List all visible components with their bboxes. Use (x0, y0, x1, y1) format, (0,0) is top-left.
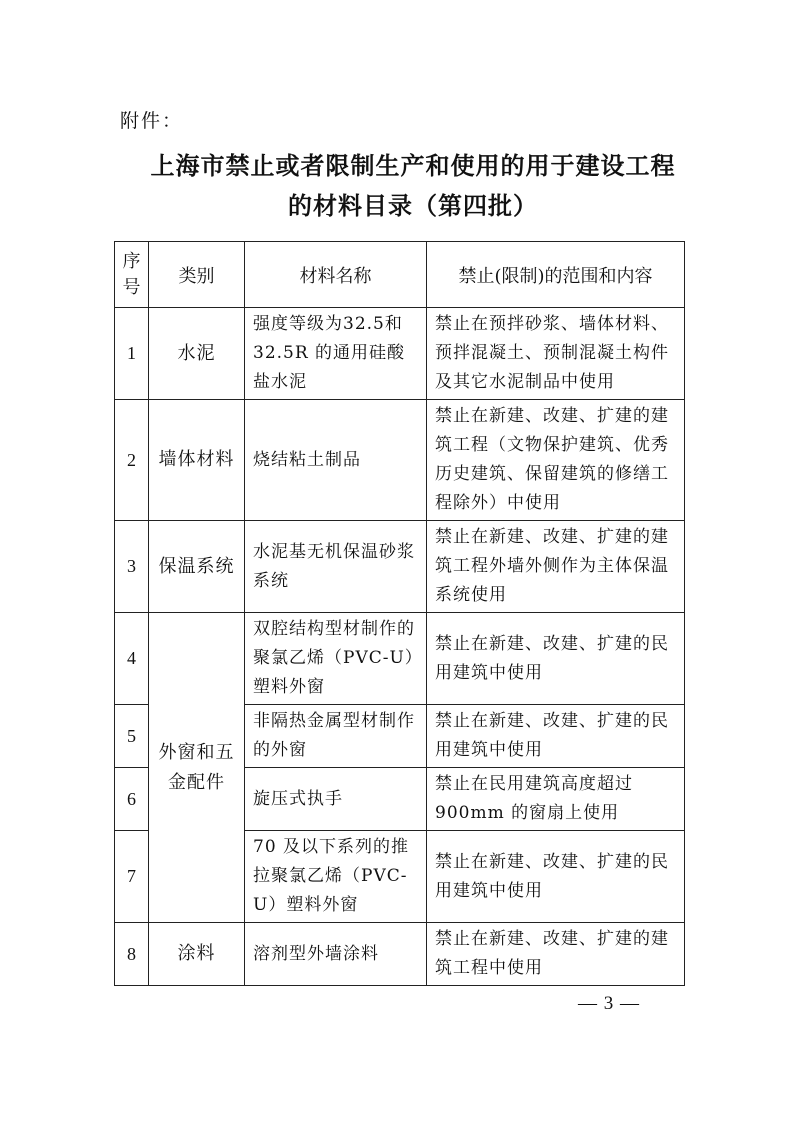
row-material: 旋压式执手 (245, 768, 427, 831)
row-scope: 禁止在预拌砂浆、墙体材料、预拌混凝土、预制混凝土构件及其它水泥制品中使用 (427, 308, 685, 400)
header-material: 材料名称 (245, 242, 427, 308)
row-material: 强度等级为32.5和32.5R 的通用硅酸盐水泥 (245, 308, 427, 400)
page-number: — 3 — (578, 993, 640, 1014)
row-material: 烧结粘土制品 (245, 400, 427, 521)
row-scope: 禁止在新建、改建、扩建的民用建筑中使用 (427, 705, 685, 768)
row-seq: 3 (115, 521, 149, 613)
row-seq: 7 (115, 831, 149, 923)
row-material: 70 及以下系列的推拉聚氯乙烯（PVC-U）塑料外窗 (245, 831, 427, 923)
row-scope: 禁止在新建、改建、扩建的建筑工程（文物保护建筑、优秀历史建筑、保留建筑的修缮工程除外）中使用 (427, 400, 685, 521)
header-seq-line-2: 号 (122, 276, 141, 298)
table-header-row (115, 242, 685, 308)
row-seq: 1 (115, 308, 149, 400)
row-category: 水泥 (149, 308, 245, 400)
row-material: 非隔热金属型材制作的外窗 (245, 705, 427, 768)
row-scope: 禁止在民用建筑高度超过900mm 的窗扇上使用 (427, 768, 685, 831)
row-category: 涂料 (149, 923, 245, 986)
table-row (115, 613, 685, 705)
row-seq: 8 (115, 923, 149, 986)
row-seq: 2 (115, 400, 149, 521)
header-seq-line-1: 序 (122, 250, 141, 272)
row-category: 保温系统 (149, 521, 245, 613)
table-row (115, 308, 685, 400)
row-category: 外窗和五金配件 (149, 613, 245, 923)
materials-catalog-table (114, 241, 685, 986)
row-scope: 禁止在新建、改建、扩建的建筑工程外墙外侧作为主体保温系统使用 (427, 521, 685, 613)
row-seq: 6 (115, 768, 149, 831)
table-row (115, 400, 685, 521)
row-seq: 4 (115, 613, 149, 705)
header-seq (115, 242, 149, 308)
row-scope: 禁止在新建、改建、扩建的建筑工程中使用 (427, 923, 685, 986)
attachment-label: 附件： (120, 110, 184, 132)
row-material: 水泥基无机保温砂浆系统 (245, 521, 427, 613)
row-seq: 5 (115, 705, 149, 768)
table-row (115, 923, 685, 986)
row-material: 双腔结构型材制作的聚氯乙烯（PVC-U）塑料外窗 (245, 613, 427, 705)
row-scope: 禁止在新建、改建、扩建的民用建筑中使用 (427, 831, 685, 923)
table-row (115, 521, 685, 613)
row-category: 墙体材料 (149, 400, 245, 521)
document-title-line-2: 的材料目录（第四批） (288, 192, 538, 220)
header-scope: 禁止(限制)的范围和内容 (427, 242, 685, 308)
document-title-line-1: 上海市禁止或者限制生产和使用的用于建设工程 (150, 152, 676, 180)
header-category: 类别 (149, 242, 245, 308)
row-material: 溶剂型外墙涂料 (245, 923, 427, 986)
row-scope: 禁止在新建、改建、扩建的民用建筑中使用 (427, 613, 685, 705)
